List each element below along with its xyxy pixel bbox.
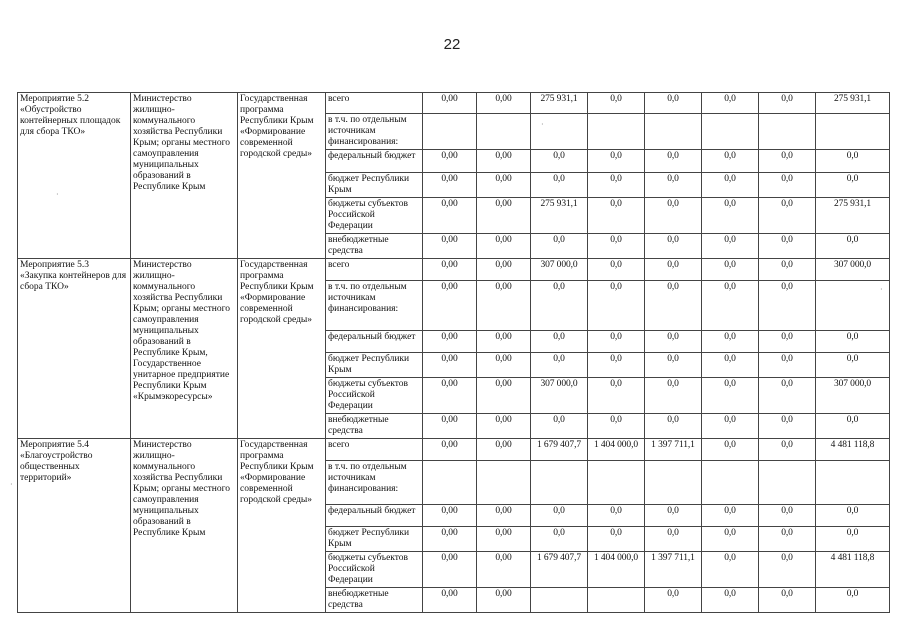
- amount-cell: 0,0: [645, 588, 702, 613]
- amount-cell: 0,00: [477, 281, 531, 331]
- amount-cell: 0,0: [531, 414, 588, 439]
- amount-cell: 0,00: [423, 353, 477, 378]
- amount-cell: 307 000,0: [531, 378, 588, 414]
- amount-cell: 0,0: [588, 173, 645, 198]
- amount-cell: [759, 461, 816, 505]
- amount-cell: 1 404 000,0: [588, 552, 645, 588]
- amount-cell: 0,00: [477, 93, 531, 114]
- amount-cell: 0,0: [759, 173, 816, 198]
- amount-cell: 0,0: [759, 353, 816, 378]
- amount-cell: 0,00: [477, 259, 531, 281]
- amount-cell: 0,00: [423, 173, 477, 198]
- amount-cell: 0,00: [423, 439, 477, 461]
- amount-cell: 0,0: [816, 331, 890, 353]
- measure-executor: Министерство жилищно-коммунального хозяйства Республики Крым; органы местного самоуправления муниципальных образований в Республике Крым: [131, 439, 238, 613]
- funding-source-label: в т.ч. по отдельным источникам финансирования:: [326, 114, 423, 150]
- measure-name: Мероприятие 5.4 «Благоустройство общественных территорий»: [18, 439, 131, 613]
- funding-source-label: бюджеты субъектов Российской Федерации: [326, 378, 423, 414]
- amount-cell: 0,00: [423, 588, 477, 613]
- amount-cell: 0,00: [477, 234, 531, 259]
- amount-cell: 0,0: [588, 527, 645, 552]
- amount-cell: 0,00: [477, 552, 531, 588]
- amount-cell: 0,00: [477, 378, 531, 414]
- amount-cell: 0,0: [531, 353, 588, 378]
- amount-cell: 0,0: [759, 588, 816, 613]
- amount-cell: 0,0: [588, 414, 645, 439]
- amount-cell: 1 679 407,7: [531, 552, 588, 588]
- amount-cell: 0,0: [645, 150, 702, 173]
- funding-source-label: бюджеты субъектов Российской Федерации: [326, 198, 423, 234]
- amount-cell: 0,00: [423, 527, 477, 552]
- amount-cell: 0,0: [702, 378, 759, 414]
- page-number: 22: [443, 36, 461, 53]
- amount-cell: 1 404 000,0: [588, 439, 645, 461]
- amount-cell: 0,0: [759, 281, 816, 331]
- amount-cell: 0,0: [588, 331, 645, 353]
- amount-cell: [816, 281, 890, 331]
- amount-cell: [423, 461, 477, 505]
- funding-source-label: бюджет Республики Крым: [326, 353, 423, 378]
- amount-cell: 4 481 118,8: [816, 439, 890, 461]
- amount-cell: [588, 461, 645, 505]
- amount-cell: [531, 588, 588, 613]
- amount-cell: 0,00: [423, 505, 477, 527]
- amount-cell: 0,0: [531, 173, 588, 198]
- amount-cell: 0,00: [477, 331, 531, 353]
- funding-source-label: внебюджетные средства: [326, 588, 423, 613]
- amount-cell: 0,0: [702, 353, 759, 378]
- funding-source-label: всего: [326, 93, 423, 114]
- table-row: [18, 439, 890, 461]
- amount-cell: 0,0: [645, 173, 702, 198]
- amount-cell: [759, 114, 816, 150]
- amount-cell: 0,0: [531, 150, 588, 173]
- funding-source-label: бюджеты субъектов Российской Федерации: [326, 552, 423, 588]
- amount-cell: 0,00: [423, 331, 477, 353]
- amount-cell: [588, 588, 645, 613]
- amount-cell: 0,0: [531, 331, 588, 353]
- table-row: [18, 259, 890, 281]
- amount-cell: 0,0: [531, 281, 588, 331]
- amount-cell: 0,0: [759, 331, 816, 353]
- amount-cell: 0,0: [759, 414, 816, 439]
- amount-cell: 0,0: [531, 505, 588, 527]
- amount-cell: 0,0: [702, 552, 759, 588]
- amount-cell: 307 000,0: [816, 259, 890, 281]
- amount-cell: 275 931,1: [816, 93, 890, 114]
- amount-cell: 0,0: [759, 93, 816, 114]
- amount-cell: 0,0: [702, 331, 759, 353]
- amount-cell: 0,0: [702, 281, 759, 331]
- amount-cell: [477, 461, 531, 505]
- amount-cell: 275 931,1: [816, 198, 890, 234]
- funding-source-label: бюджет Республики Крым: [326, 527, 423, 552]
- funding-source-label: федеральный бюджет: [326, 505, 423, 527]
- funding-source-label: в т.ч. по отдельным источникам финансирования:: [326, 281, 423, 331]
- amount-cell: 0,0: [645, 378, 702, 414]
- amount-cell: 0,0: [645, 259, 702, 281]
- amount-cell: 0,0: [702, 439, 759, 461]
- amount-cell: 0,0: [702, 588, 759, 613]
- amount-cell: 0,00: [423, 150, 477, 173]
- scan-speck: ·: [541, 120, 544, 129]
- amount-cell: 0,00: [477, 353, 531, 378]
- funding-source-label: всего: [326, 439, 423, 461]
- amount-cell: 275 931,1: [531, 93, 588, 114]
- amount-cell: 4 481 118,8: [816, 552, 890, 588]
- table-row: [18, 93, 890, 114]
- amount-cell: 307 000,0: [531, 259, 588, 281]
- amount-cell: 0,0: [645, 331, 702, 353]
- amount-cell: 275 931,1: [531, 198, 588, 234]
- amount-cell: 0,0: [816, 588, 890, 613]
- amount-cell: [816, 114, 890, 150]
- measure-name: Мероприятие 5.3 «Закупка контейнеров для сбора ТКО»: [18, 259, 131, 439]
- amount-cell: 0,0: [645, 234, 702, 259]
- amount-cell: 0,0: [816, 353, 890, 378]
- budget-table: [17, 92, 890, 613]
- amount-cell: 0,0: [645, 414, 702, 439]
- amount-cell: [816, 461, 890, 505]
- amount-cell: 0,00: [477, 173, 531, 198]
- amount-cell: 0,0: [759, 552, 816, 588]
- amount-cell: 1 679 407,7: [531, 439, 588, 461]
- amount-cell: 0,00: [477, 588, 531, 613]
- measure-program: Государственная программа Республики Крым «Формирование современной городской среды»: [238, 259, 326, 439]
- amount-cell: 0,0: [645, 198, 702, 234]
- amount-cell: 0,0: [759, 150, 816, 173]
- amount-cell: 0,00: [423, 93, 477, 114]
- measure-name: Мероприятие 5.2 «Обустройство контейнерных площадок для сбора ТКО»: [18, 93, 131, 259]
- amount-cell: 0,00: [477, 198, 531, 234]
- amount-cell: 0,0: [588, 150, 645, 173]
- amount-cell: 0,0: [816, 414, 890, 439]
- amount-cell: 0,00: [477, 505, 531, 527]
- funding-source-label: всего: [326, 259, 423, 281]
- amount-cell: 0,00: [477, 439, 531, 461]
- amount-cell: 0,0: [702, 93, 759, 114]
- amount-cell: [531, 461, 588, 505]
- amount-cell: 0,0: [645, 353, 702, 378]
- amount-cell: [477, 114, 531, 150]
- amount-cell: 0,0: [702, 414, 759, 439]
- amount-cell: 0,0: [588, 353, 645, 378]
- amount-cell: 0,0: [816, 505, 890, 527]
- amount-cell: 0,0: [816, 173, 890, 198]
- amount-cell: 0,0: [588, 93, 645, 114]
- amount-cell: 0,00: [423, 552, 477, 588]
- amount-cell: 0,0: [702, 259, 759, 281]
- amount-cell: 0,0: [645, 93, 702, 114]
- amount-cell: [645, 461, 702, 505]
- amount-cell: [531, 114, 588, 150]
- amount-cell: [645, 114, 702, 150]
- amount-cell: [702, 461, 759, 505]
- amount-cell: 0,0: [702, 198, 759, 234]
- amount-cell: 0,0: [759, 198, 816, 234]
- amount-cell: 0,0: [702, 234, 759, 259]
- measure-program: Государственная программа Республики Крым «Формирование современной городской среды»: [238, 439, 326, 613]
- amount-cell: 0,00: [423, 378, 477, 414]
- funding-source-label: внебюджетные средства: [326, 414, 423, 439]
- amount-cell: 0,0: [759, 527, 816, 552]
- amount-cell: 0,00: [423, 281, 477, 331]
- scan-speck: ·: [880, 285, 883, 294]
- amount-cell: 0,0: [759, 439, 816, 461]
- amount-cell: 0,0: [531, 527, 588, 552]
- amount-cell: 307 000,0: [816, 378, 890, 414]
- amount-cell: 0,0: [816, 234, 890, 259]
- amount-cell: 0,0: [588, 281, 645, 331]
- amount-cell: 0,0: [645, 281, 702, 331]
- funding-source-label: федеральный бюджет: [326, 150, 423, 173]
- amount-cell: 0,0: [759, 505, 816, 527]
- amount-cell: 0,0: [588, 378, 645, 414]
- amount-cell: 1 397 711,1: [645, 439, 702, 461]
- amount-cell: 0,0: [702, 173, 759, 198]
- scan-speck: ·: [10, 480, 13, 489]
- scan-speck: ·: [56, 190, 59, 199]
- amount-cell: [423, 114, 477, 150]
- measure-program: Государственная программа Республики Крым «Формирование современной городской среды»: [238, 93, 326, 259]
- funding-source-label: в т.ч. по отдельным источникам финансирования:: [326, 461, 423, 505]
- amount-cell: 0,0: [759, 234, 816, 259]
- amount-cell: 0,0: [702, 150, 759, 173]
- measure-executor: Министерство жилищно-коммунального хозяйства Республики Крым; органы местного самоуправления муниципальных образований в Республике Крым, Государственное унитарное предприятие Республики Крым «Крымэкоресурсы»: [131, 259, 238, 439]
- amount-cell: 0,0: [588, 259, 645, 281]
- funding-source-label: федеральный бюджет: [326, 331, 423, 353]
- amount-cell: 0,00: [477, 527, 531, 552]
- amount-cell: 0,0: [702, 527, 759, 552]
- amount-cell: 0,0: [531, 234, 588, 259]
- amount-cell: 0,0: [645, 505, 702, 527]
- amount-cell: 0,0: [588, 198, 645, 234]
- amount-cell: 0,00: [477, 150, 531, 173]
- amount-cell: 0,0: [816, 150, 890, 173]
- amount-cell: 0,0: [702, 505, 759, 527]
- amount-cell: 0,0: [588, 234, 645, 259]
- funding-source-label: внебюджетные средства: [326, 234, 423, 259]
- amount-cell: [588, 114, 645, 150]
- amount-cell: 0,0: [645, 527, 702, 552]
- amount-cell: 0,00: [423, 414, 477, 439]
- amount-cell: 0,00: [423, 234, 477, 259]
- amount-cell: 0,00: [423, 259, 477, 281]
- amount-cell: 0,0: [759, 259, 816, 281]
- amount-cell: 0,0: [759, 378, 816, 414]
- amount-cell: 0,0: [588, 505, 645, 527]
- amount-cell: 0,0: [816, 527, 890, 552]
- amount-cell: 1 397 711,1: [645, 552, 702, 588]
- amount-cell: [702, 114, 759, 150]
- funding-source-label: бюджет Республики Крым: [326, 173, 423, 198]
- measure-executor: Министерство жилищно-коммунального хозяйства Республики Крым; органы местного самоуправления муниципальных образований в Республике Крым: [131, 93, 238, 259]
- amount-cell: 0,00: [477, 414, 531, 439]
- amount-cell: 0,00: [423, 198, 477, 234]
